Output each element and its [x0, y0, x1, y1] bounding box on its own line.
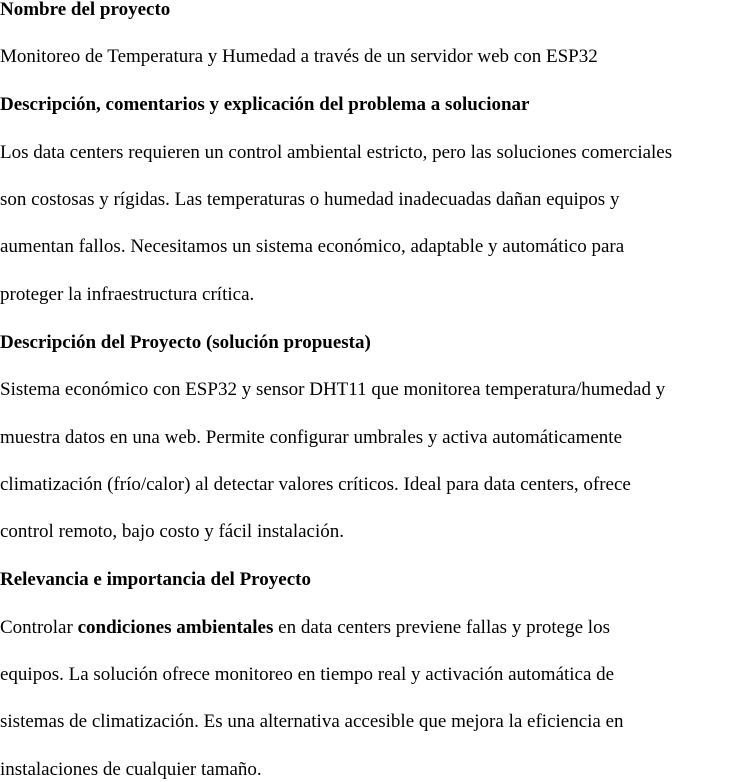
- relevance-bold-phrase: condiciones ambientales: [77, 617, 274, 638]
- section-heading-problem: Descripción, comentarios y explicación del problema a solucionar: [0, 94, 530, 115]
- solution-paragraph-line: control remoto, bajo costo y fácil instalación.: [0, 521, 345, 542]
- relevance-paragraph-line: [0, 618, 610, 637]
- relevance-text-before: Controlar: [0, 617, 78, 638]
- problem-paragraph-line: son costosas y rígidas. Las temperaturas o humedad inadecuadas dañan equipos y: [0, 189, 620, 210]
- section-heading-project-name: Nombre del proyecto: [0, 0, 171, 20]
- problem-paragraph-line: aumentan fallos. Necesitamos un sistema económico, adaptable y automático para: [0, 236, 625, 257]
- relevance-text-after: en data centers previene fallas y protege los: [273, 617, 610, 638]
- relevance-paragraph-line: equipos. La solución ofrece monitoreo en tiempo real y activación automática de: [0, 664, 615, 685]
- solution-paragraph-line: muestra datos en una web. Permite configurar umbrales y activa automáticamente: [0, 427, 623, 448]
- relevance-paragraph-line: sistemas de climatización. Es una alternativa accesible que mejora la eficiencia en: [0, 711, 624, 732]
- relevance-paragraph-line: instalaciones de cualquier tamaño.: [0, 759, 262, 780]
- section-heading-relevance: Relevancia e importancia del Proyecto: [0, 569, 311, 590]
- section-heading-solution: Descripción del Proyecto (solución propuesta): [0, 332, 371, 353]
- problem-paragraph-line: Los data centers requieren un control ambiental estricto, pero las soluciones comerciales: [0, 142, 673, 163]
- project-name-text: Monitoreo de Temperatura y Humedad a través de un servidor web con ESP32: [0, 46, 598, 67]
- solution-paragraph-line: climatización (frío/calor) al detectar valores críticos. Ideal para data centers, ofrece: [0, 474, 631, 495]
- solution-paragraph-line: Sistema económico con ESP32 y sensor DHT11 que monitorea temperatura/humedad y: [0, 379, 666, 400]
- problem-paragraph-line: proteger la infraestructura crítica.: [0, 284, 255, 305]
